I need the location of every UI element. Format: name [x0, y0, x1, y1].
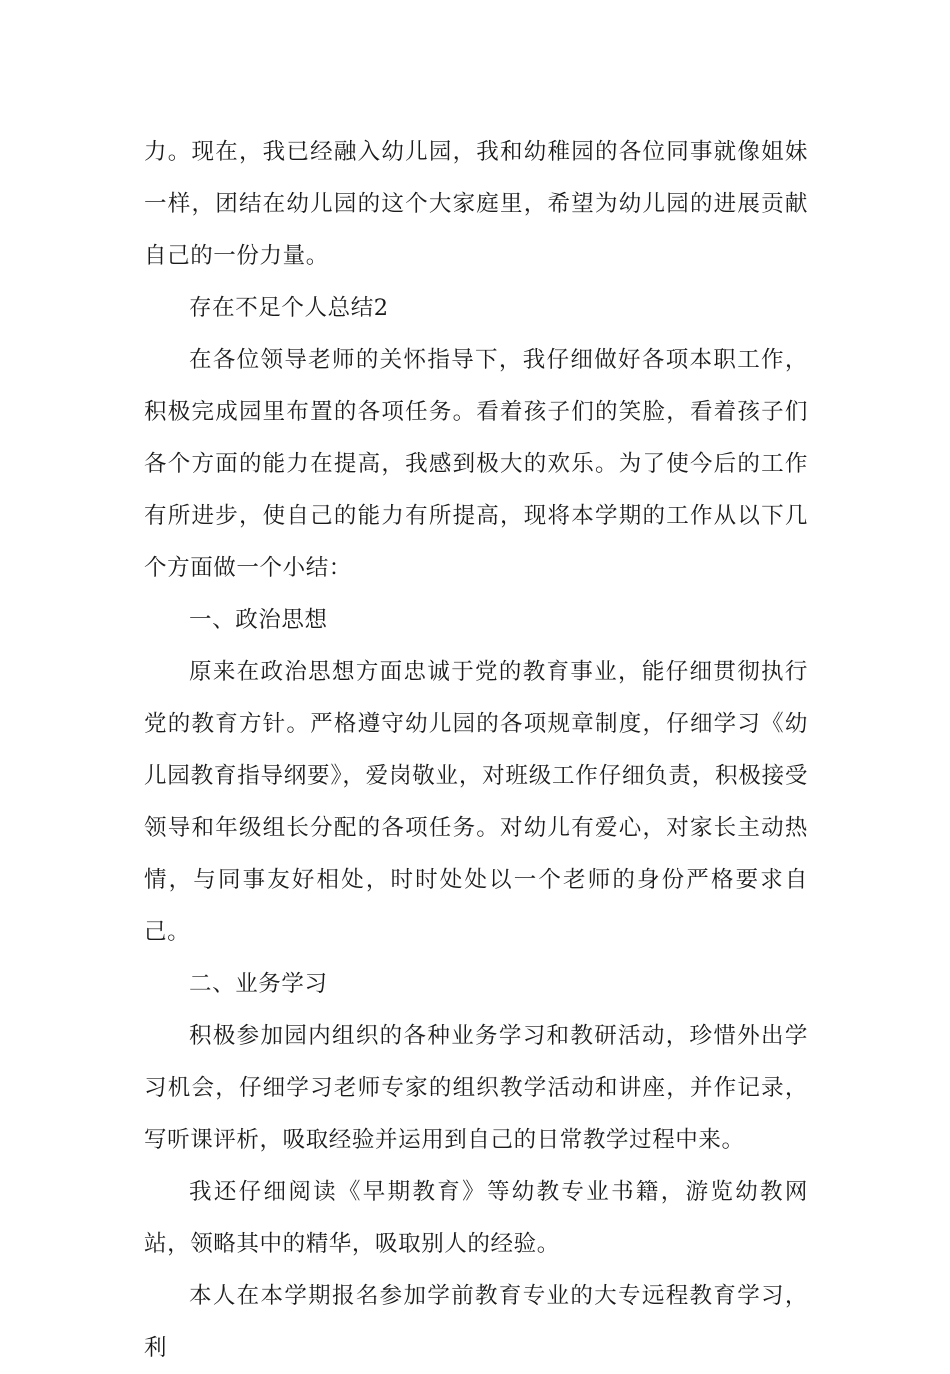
paragraph-reading: 我还仔细阅读《早期教育》等幼教专业书籍，游览幼教网站，领略其中的精华，吸取别人的经验。 — [144, 1179, 808, 1257]
paragraph-distance-education: 本人在本学期报名参加学前教育专业的大专远程教育学习，利 — [144, 1283, 808, 1361]
paragraph-intro: 在各位领导老师的关怀指导下，我仔细做好各项本职工作，积极完成园里布置的各项任务。看着孩子们的笑脸，看着孩子们各个方面的能力在提高，我感到极大的欢乐。为了使今后的工作有所进步，使自己的能力有所提高，现将本学期的工作从以下几个方面做一个小结： — [144, 347, 808, 581]
document-body — [144, 126, 808, 1374]
paragraph-continuation: 力。现在，我已经融入幼儿园，我和幼稚园的各位同事就像姐妹一样，团结在幼儿园的这个大家庭里，希望为幼儿园的进展贡献自己的一份力量。 — [144, 139, 808, 269]
paragraph-study-activities: 积极参加园内组织的各种业务学习和教研活动，珍惜外出学习机会，仔细学习老师专家的组织教学活动和讲座，并作记录，写听课评析，吸取经验并运用到自己的日常教学过程中来。 — [144, 1023, 808, 1153]
section-heading-politics: 一、政治思想 — [189, 607, 328, 633]
paragraph-politics: 原来在政治思想方面忠诚于党的教育事业，能仔细贯彻执行党的教育方针。严格遵守幼儿园的各项规章制度，仔细学习《幼儿园教育指导纲要》，爱岗敬业，对班级工作仔细负责，积极接受领导和年级组长分配的各项任务。对幼儿有爱心，对家长主动热情，与同事友好相处，时时处处以一个老师的身份严格要求自己。 — [144, 659, 808, 945]
section-title-summary-2: 存在不足个人总结2 — [189, 295, 389, 321]
section-heading-study: 二、业务学习 — [189, 971, 328, 997]
